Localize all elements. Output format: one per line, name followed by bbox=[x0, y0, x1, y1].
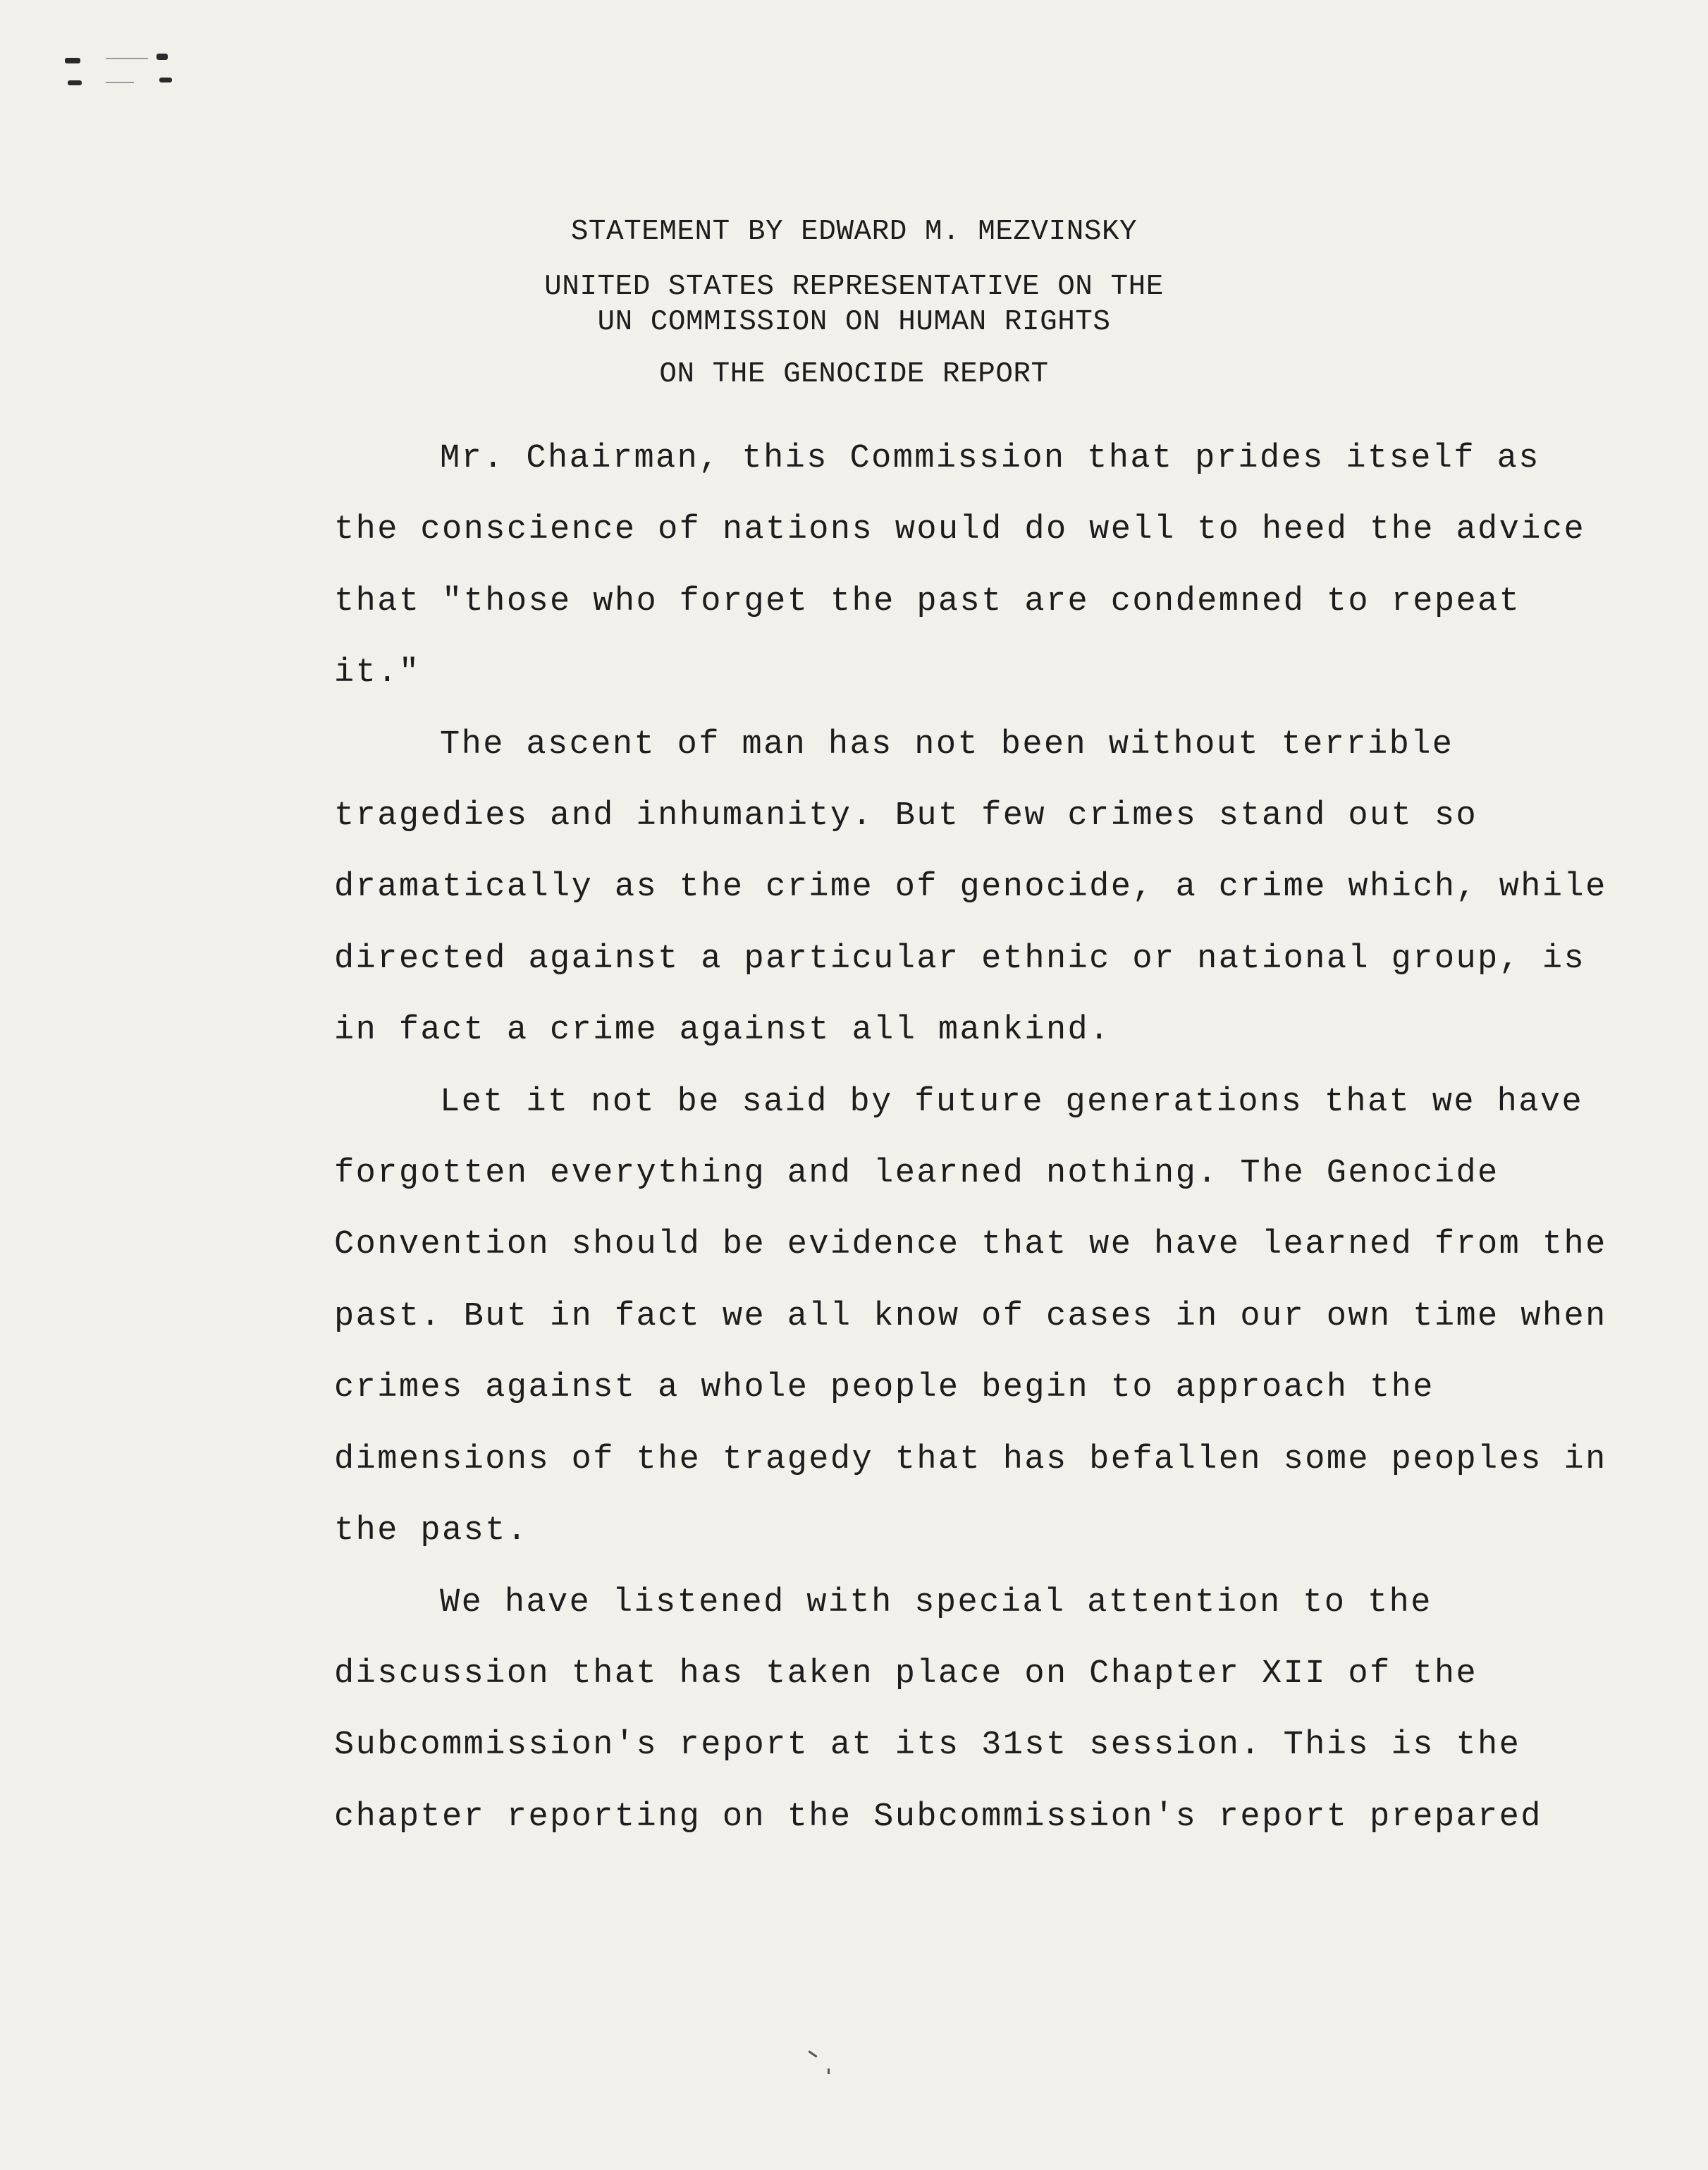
statement-body bbox=[334, 423, 1617, 1853]
statement-title: STATEMENT BY EDWARD M. MEZVINSKY bbox=[570, 216, 1138, 248]
commission-title: UN COMMISSION ON HUMAN RIGHTS bbox=[597, 306, 1111, 338]
report-title: ON THE GENOCIDE REPORT bbox=[659, 358, 1049, 391]
paragraph: Let it not be said by future generations that we have forgotten everything and learned nothing. The Genocide Convention should be evidence that we have learned from the past. But in fact we all know of cases in our own time when crimes against a whole people begin to approach the dimensions of the tragedy that has befallen some peoples in the past. bbox=[334, 1083, 1607, 1550]
paragraph: Mr. Chairman, this Commission that prides itself as the conscience of nations would do well to heed the advice that "those who forget the past are condemned to repeat it." bbox=[334, 440, 1586, 692]
paragraph: The ascent of man has not been without terrible tragedies and inhumanity. But few crimes stand out so dramatically as the crime of genocide, a crime which, while directed against a particular ethnic or national group, is in fact a crime against all mankind. bbox=[334, 725, 1607, 1050]
paragraph: We have listened with special attention to the discussion that has taken place on Chapter XII of the Subcommission's report at its 31st session. This is the chapter reporting on the Subcommission's report prepared bbox=[334, 1583, 1542, 1836]
representative-title: UNITED STATES REPRESENTATIVE ON THE bbox=[544, 271, 1164, 303]
